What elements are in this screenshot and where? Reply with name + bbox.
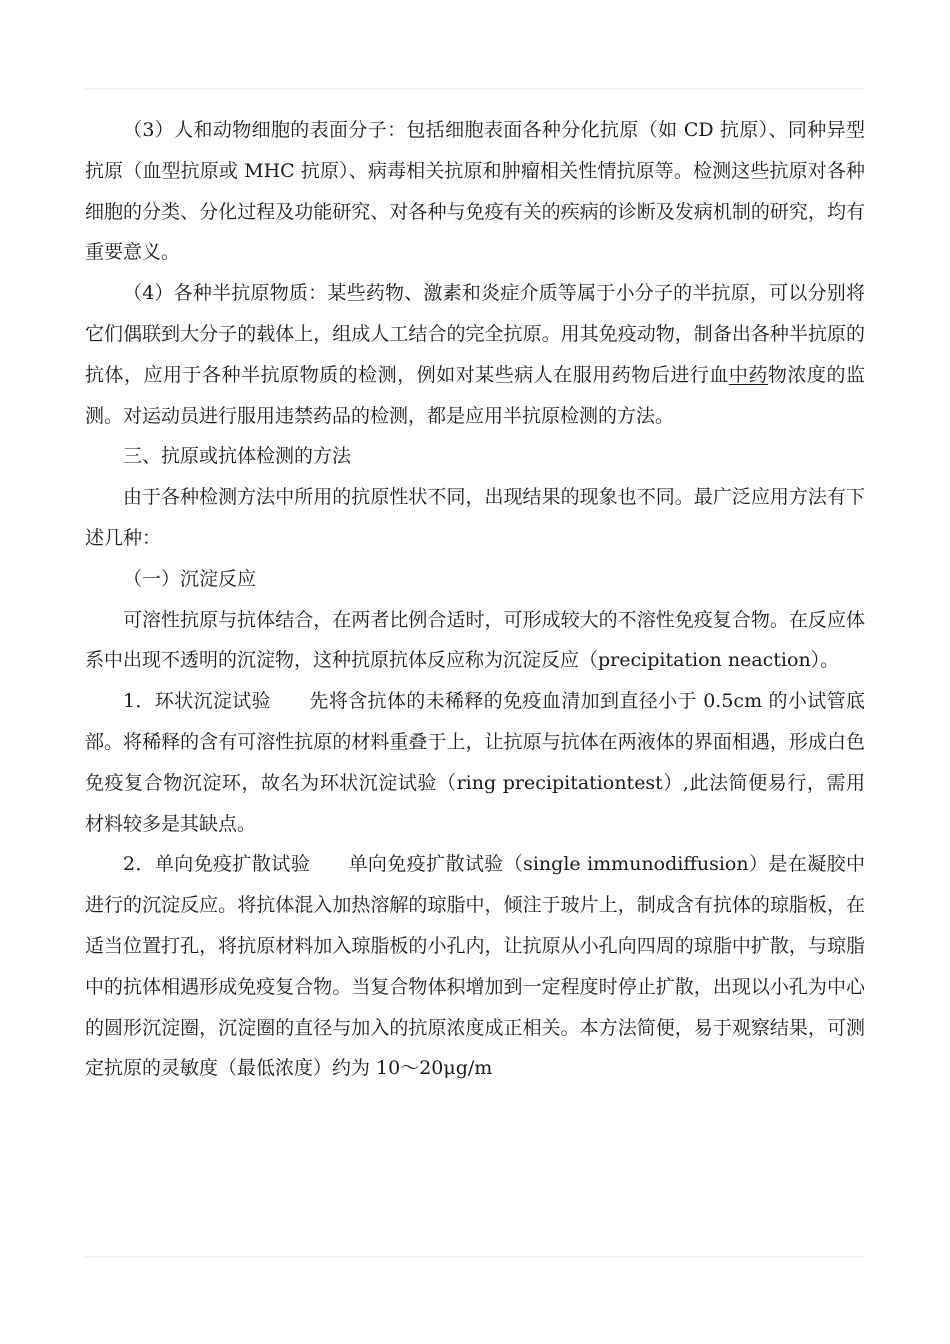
- item-title: 2．单向免疫扩散试验: [123, 853, 311, 876]
- paragraph-precipitation-reaction: 可溶性抗原与抗体结合，在两者比例合适时，可形成较大的不溶性免疫复合物。在反应体系中出现不透明的沉淀物，这种抗原抗体反应称为沉淀反应（precipitation neaction）。: [85, 608, 865, 672]
- section-heading: 三、抗原或抗体检测的方法: [123, 445, 352, 468]
- item-title: 1．环状沉淀试验: [123, 690, 272, 713]
- item-body: 单向免疫扩散试验（single immunodiffusion）是在凝胶中进行的沉淀反应。将抗体混入加热溶解的琼脂中，倾注于玻片上，制成含有抗体的琼脂板，在适当位置打孔，将抗原材料加入琼脂板的小孔内，让抗原从小孔向四周的琼脂中扩散，与琼脂中的抗体相遇形成免疫复合物。当复合物体积增加到一定程度时停止扩散，出现以小孔为中心的圆形沉淀圈，沉淀圈的直径与加入的抗原浓度成正相关。本方法简便，易于观察结果，可测定抗原的灵敏度（最低浓度）约为 10～20μg/m: [85, 853, 865, 1080]
- item-body: 先将含抗体的未稀释的免疫血清加到直径小于 0.5cm 的小试管底部。将稀释的含有可溶性抗原的材料重叠于上，让抗原与抗体在两液体的界面相遇，形成白色免疫复合物沉淀环，故名为环状沉淀试验（ring precipitationtest）,此法简便易行，需用材料较多是其缺点。: [85, 690, 865, 835]
- paragraph-ring-precipitation: [85, 681, 865, 844]
- paragraph-single-immunodiffusion: [85, 844, 865, 1089]
- top-divider: [85, 88, 865, 89]
- paragraph-method-intro: 由于各种检测方法中所用的抗原性状不同，出现结果的现象也不同。最广泛应用方法有下述几种：: [85, 486, 865, 549]
- underlined-text: 中药: [728, 363, 768, 386]
- paragraph-cell-surface-molecules: （3）人和动物细胞的表面分子：包括细胞表面各种分化抗原（如 CD 抗原）、同种异型抗原（血型抗原或 MHC 抗原）、病毒相关抗原和肿瘤相关性情抗原等。检测这些抗原对各种细胞的分类、分化过程及功能研究、对各种与免疫有关的疾病的诊断及发病机制的研究，均有重要意义。: [85, 119, 865, 264]
- document-body: [85, 110, 865, 1089]
- bottom-divider: [85, 1256, 865, 1257]
- subsection-heading: （一）沉淀反应: [123, 567, 257, 590]
- paragraph-text: 物浓度的监测。对运动员进行服用违禁药品的检测，都是应用半抗原检测的方法。: [85, 363, 865, 427]
- paragraph-hapten-substances: [85, 273, 865, 436]
- paragraph-text: （4）各种半抗原物质：某些药物、激素和炎症介质等属于小分子的半抗原，可以分别将它们偶联到大分子的载体上，组成人工结合的完全抗原。用其免疫动物，制备出各种半抗原的抗体，应用于各种半抗原物质的检测，例如对某些病人在服用药物后进行血: [85, 282, 865, 386]
